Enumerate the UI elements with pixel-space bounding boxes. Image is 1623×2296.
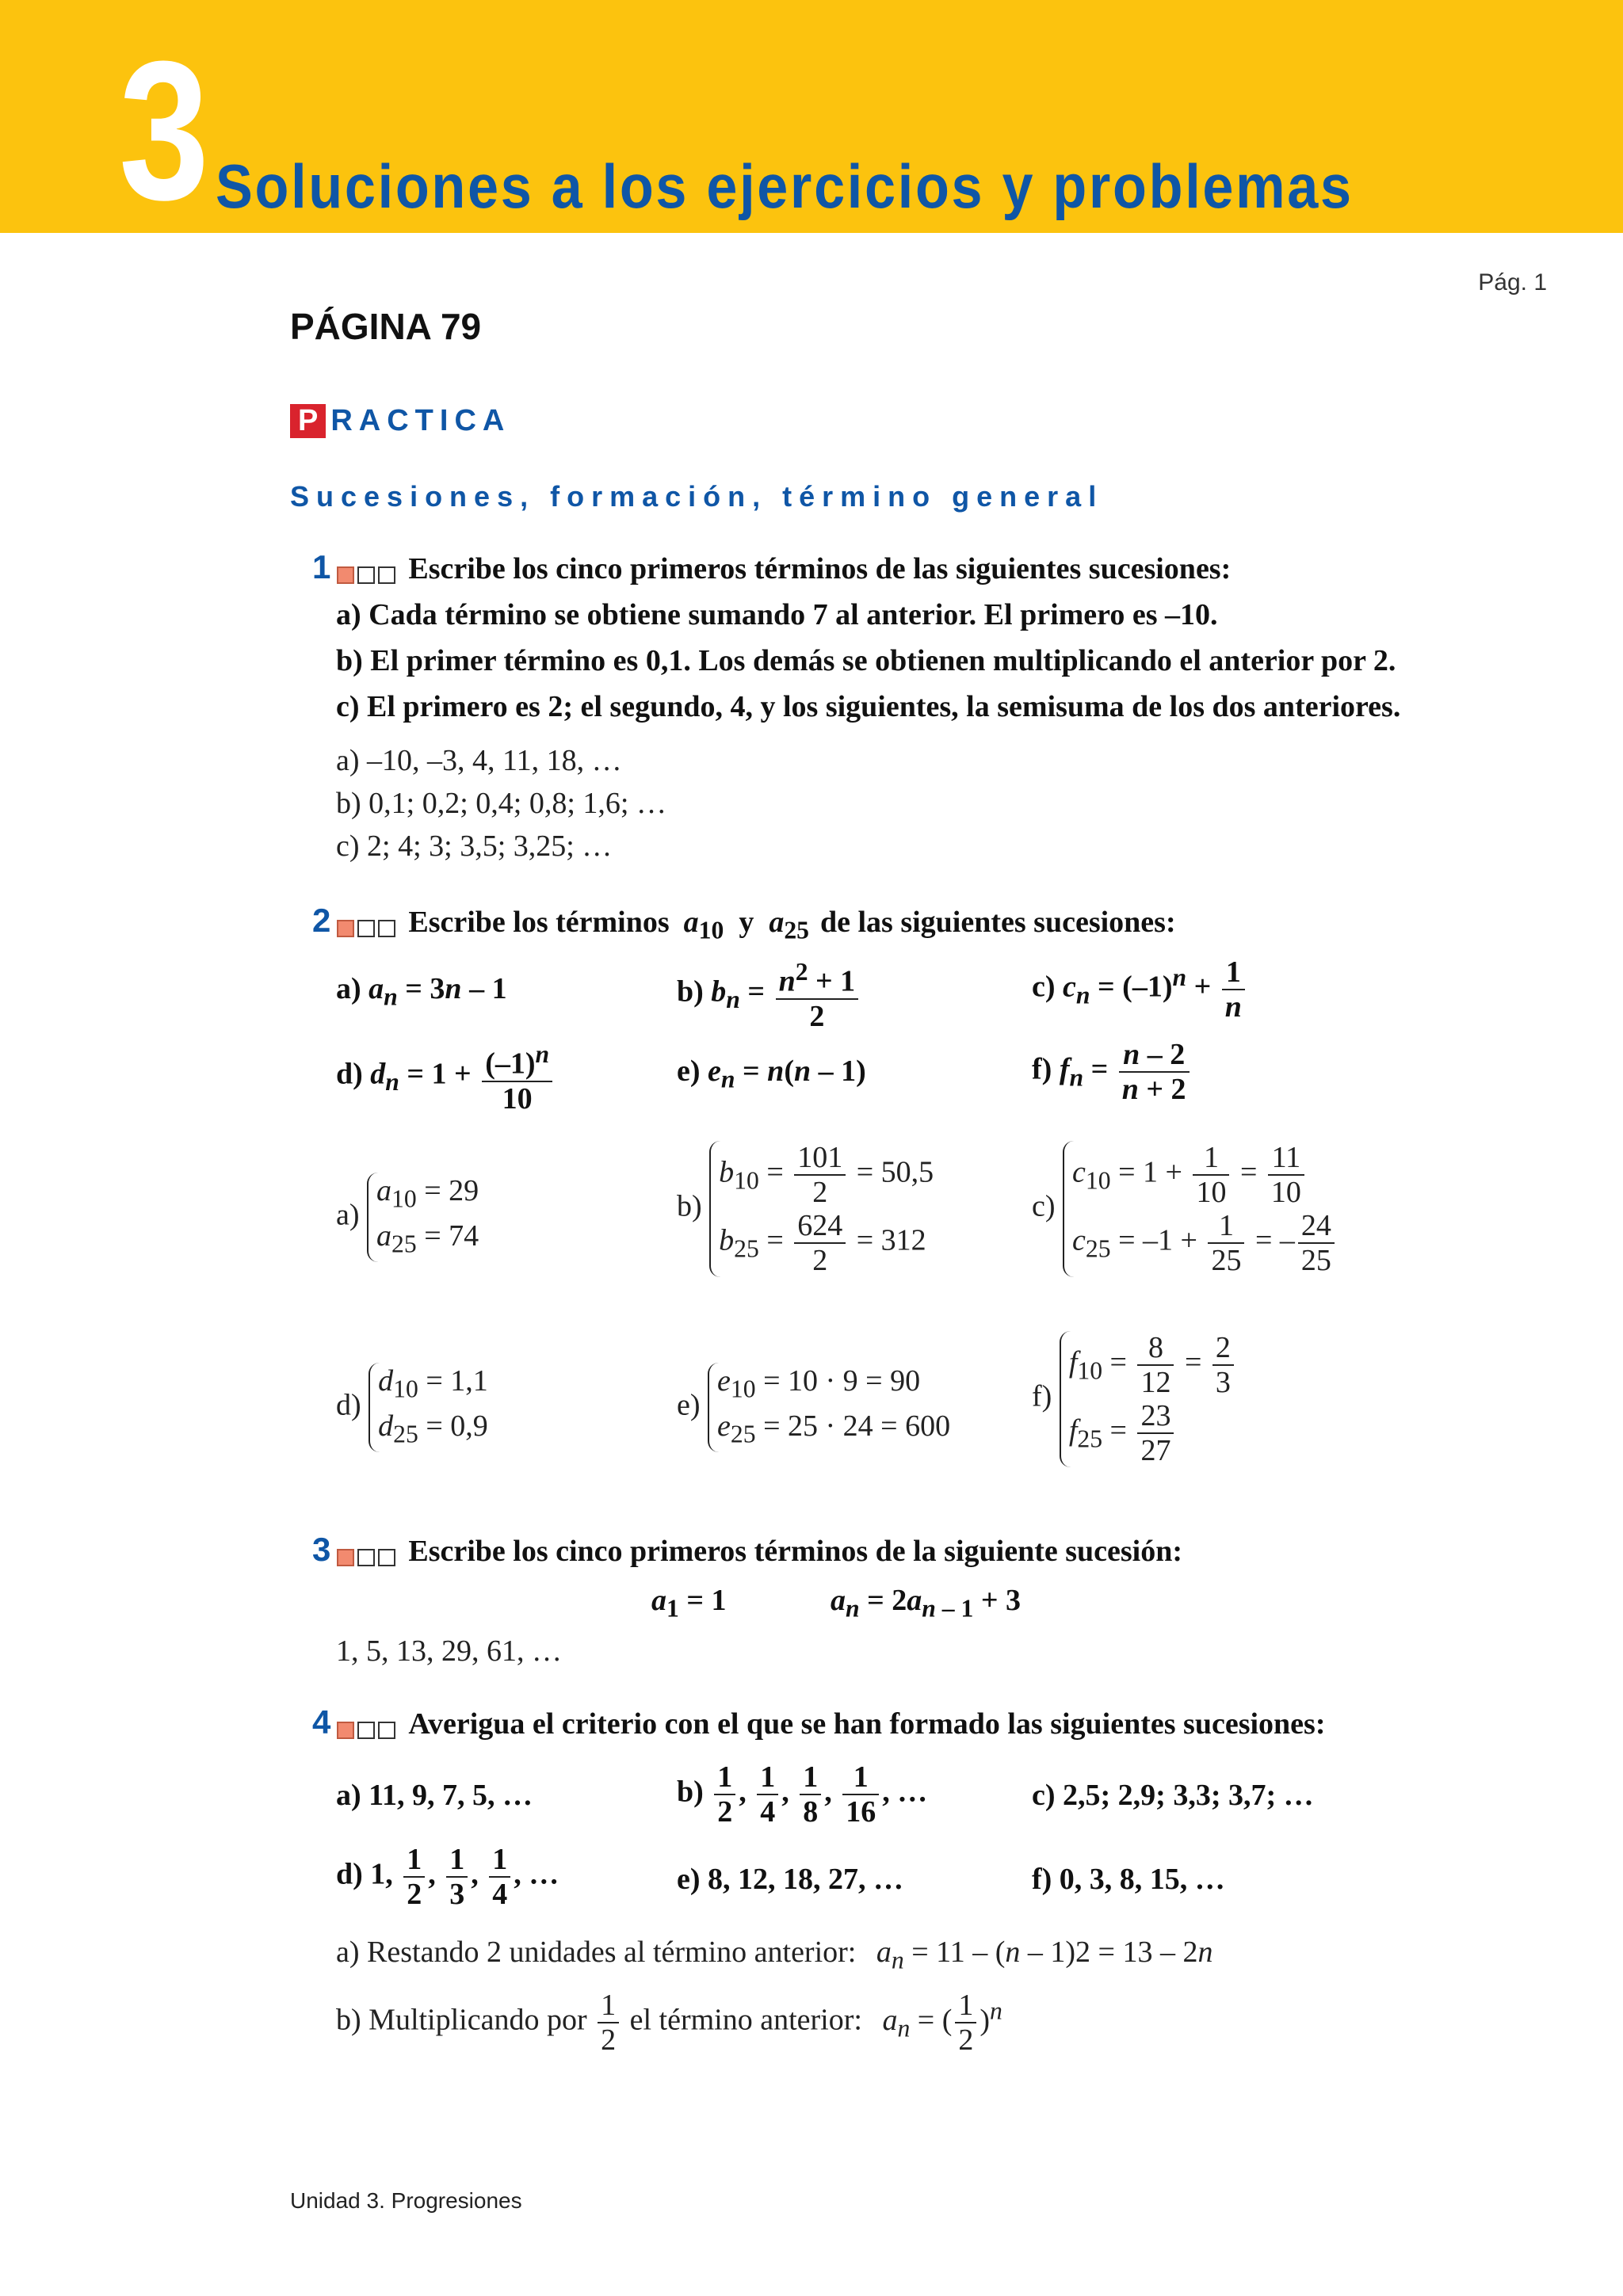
exercise-number: 2 (312, 902, 331, 939)
exercise-number: 4 (312, 1703, 331, 1741)
exercise-statement: Escribe los cinco primeros términos de la siguiente sucesión: (408, 1535, 1183, 1568)
exercise-number: 3 (312, 1531, 331, 1568)
page-number: Pág. 1 (1478, 269, 1547, 296)
formula-d: d) $d_n = 1$ + $\frac{(-1)^n}{10}$ (336, 1038, 556, 1116)
exercise-1-answer: a) –10, –3, 4, 11, 18, … (336, 744, 622, 777)
exercise-1-answer: b) 0,1; 0,2; 0,4; 0,8; 1,6; … (336, 787, 666, 820)
answer-a: a) $a_{10} = 29$ $a_{25} = 74$ (336, 1173, 479, 1262)
difficulty-icon (378, 1722, 395, 1739)
exercise-3-answer: 1, 5, 13, 29, 61, … (336, 1634, 562, 1668)
exercise-4-answer-a: a) Restando 2 unidades al término anterior: $a_n = 11 - (n - 1)2 = 13 - 2n$ (336, 1936, 1213, 1974)
exercise-4-header (312, 1703, 1326, 1741)
answer-b-text: b) Multiplicando por (336, 2003, 587, 2037)
exercise-number: 1 (312, 548, 331, 585)
difficulty-icon (378, 566, 395, 584)
answer-b: b) $b_{10}$ = $\frac{101}{2}$ = 50,5 $b_{25}$ = $\frac{624}{2}$ = 312 (677, 1141, 934, 1277)
exercise-statement-end: de las siguientes sucesiones: (819, 906, 1176, 939)
difficulty-icon (357, 920, 375, 937)
sequence-b: b) $\frac{1}{2}$ , $\frac{1}{4}$ , $\frac{1}{8}$ , $\frac{1}{16}$ , … (677, 1760, 928, 1829)
difficulty-icon (357, 1722, 375, 1739)
exercise-1-item: b) El primer término es 0,1. Los demás se obtienen multiplicando el anterior por 2. (336, 644, 1396, 677)
exercise-4-answer-b: b) Multiplicando por $\frac{1}{2}$ el término anterior: $a_n$ = ( $\frac{1}{2}$ )$^n$ (336, 1989, 1002, 2057)
exercise-1-item: c) El primero es 2; el segundo, 4, y los siguientes, la semisuma de los dos anteriores. (336, 690, 1401, 723)
answer-d: d) $d_{10} = 1,1$ $d_{25} = 0,9$ (336, 1363, 488, 1452)
exercise-1-header (312, 548, 1231, 586)
difficulty-icon (357, 1549, 375, 1566)
formula-a1: $a_1 = 1$ (651, 1584, 727, 1623)
answer-e: e) $e_{10} = 10 \cdot 9 = 90$ $e_{25} = 25 \cdot 24 = 600$ (677, 1363, 950, 1452)
exercise-2-header: 2 Escribe los términos $a_{10}$ y $a_{25}$ de las siguientes sucesiones: (312, 902, 1176, 944)
exercise-statement: Averigua el criterio con el que se han formado las siguientes sucesiones: (408, 1707, 1326, 1741)
exercise-3-header (312, 1531, 1182, 1569)
header-banner (0, 0, 1623, 241)
sequence-f: f) 0, 3, 8, 15, … (1032, 1863, 1225, 1896)
sequence-d: d) 1, $\frac{1}{2}$ , $\frac{1}{3}$ , $\frac{1}{4}$ , … (336, 1843, 559, 1911)
answer-a-text: a) Restando 2 unidades al término anterior: (336, 1936, 857, 1969)
formula-an: $a_n = 2a_{n - 1} + 3$ (831, 1584, 1022, 1623)
formula-a: a) $a_n = 3n - 1$ (336, 972, 507, 1011)
unit-number: 3 (119, 20, 210, 241)
difficulty-icon (337, 920, 354, 937)
difficulty-icon (337, 1722, 354, 1739)
difficulty-icon (357, 566, 375, 584)
exercise-1-item: a) Cada término se obtiene sumando 7 al anterior. El primero es –10. (336, 598, 1218, 631)
sequence-e: e) 8, 12, 18, 27, … (677, 1863, 904, 1896)
sequence-a: a) 11, 9, 7, 5, … (336, 1779, 533, 1812)
difficulty-icon (378, 1549, 395, 1566)
difficulty-icon (378, 920, 395, 937)
answer-c: c) $c_{10} = 1$ + $\frac{1}{10}$ = $\frac{11}{10}$ $c_{25} = -1$ + $\frac{1}{25}$ = – $\frac{24}{25}$ (1032, 1141, 1338, 1277)
section-title: Sucesiones, formación, término general (290, 480, 1104, 513)
answer-b-text-end: el término anterior: (629, 2003, 862, 2037)
exercise-statement: Escribe los términos (408, 906, 670, 939)
section-badge-rest: RACTICA (330, 404, 511, 437)
sequence-c: c) 2,5; 2,9; 3,3; 3,7; … (1032, 1779, 1314, 1812)
footer: Unidad 3. Progresiones (290, 2188, 522, 2213)
difficulty-icon (337, 1549, 354, 1566)
formula-b: b) $b_n$ = $\frac{n^2 + 1}{2}$ (677, 955, 861, 1033)
exercise-statement: Escribe los cinco primeros términos de las siguientes sucesiones: (408, 552, 1232, 585)
formula-e: e) $e_n = n(n - 1)$ (677, 1055, 866, 1093)
exercise-1-answer: c) 2; 4; 3; 3,5; 3,25; … (336, 830, 613, 863)
answer-f: f) $f_{10}$ = $\frac{8}{12}$ = $\frac{2}{3}$ $f_{25}$ = $\frac{23}{27}$ (1032, 1331, 1237, 1467)
formula-c: c) $c_n = (-1)^n$ + $\frac{1}{n}$ (1032, 955, 1248, 1024)
page-title: PÁGINA 79 (290, 306, 482, 347)
formula-f: f) $f_n$ = $\frac{n - 2}{n + 2}$ (1032, 1038, 1193, 1106)
section-badge (290, 404, 510, 438)
section-badge-letter: P (290, 404, 326, 438)
banner-title: Soluciones a los ejercicios y problemas (216, 151, 1354, 221)
difficulty-icon (337, 566, 354, 584)
